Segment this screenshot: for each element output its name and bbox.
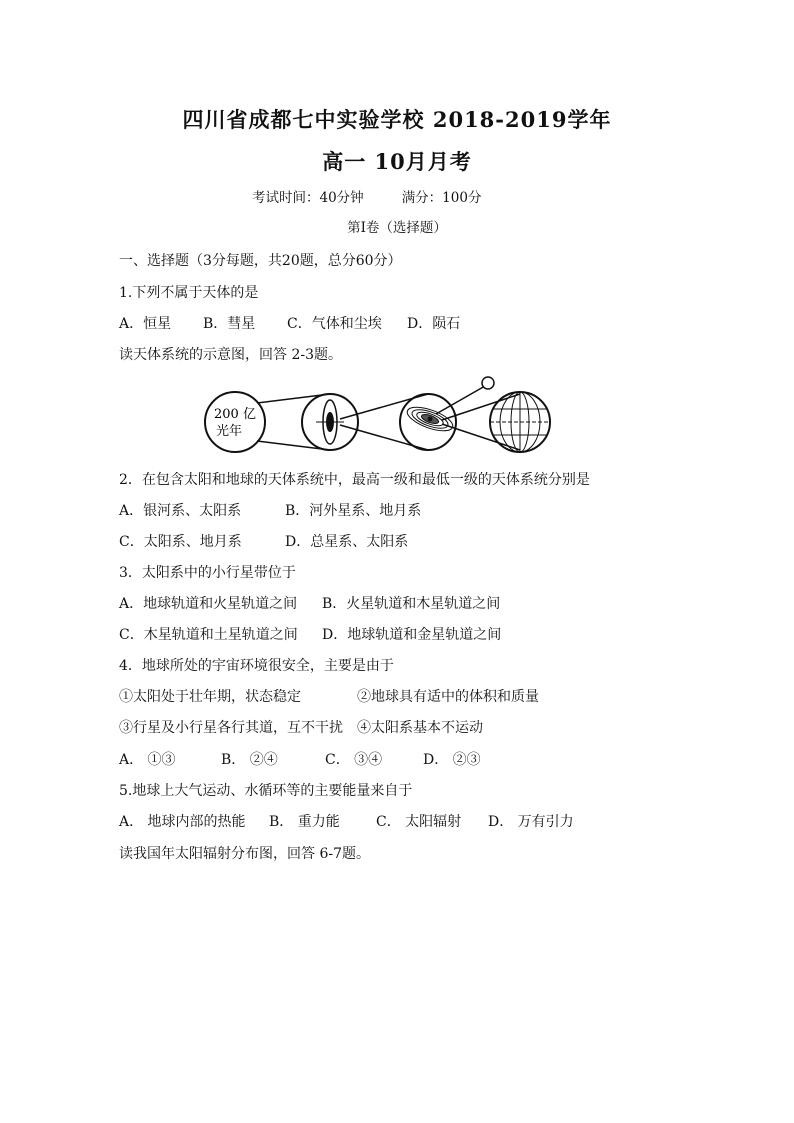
question-2-options-row1 bbox=[119, 500, 421, 520]
statement-1: ①太阳处于壮年期，状态稳定 bbox=[119, 689, 301, 705]
option-a: A． 地球内部的热能 bbox=[119, 814, 246, 830]
option-a: A．银河系、太阳系 bbox=[119, 503, 242, 519]
option-c: C．气体和尘埃 bbox=[287, 316, 382, 332]
statement-2: ②地球具有适中的体积和质量 bbox=[357, 689, 539, 705]
option-a: A． ①③ bbox=[119, 752, 176, 768]
option-c: C． 太阳辐射 bbox=[376, 814, 462, 830]
question-4-statements-row2 bbox=[119, 717, 483, 737]
question-3-stem: 3．太阳系中的小行星带位于 bbox=[119, 565, 296, 581]
option-b: B．河外星系、地月系 bbox=[285, 503, 422, 519]
statement-3: ③行星及小行星各行其道，互不干扰 bbox=[119, 720, 343, 736]
question-5-options bbox=[119, 811, 574, 831]
option-b: B． 重力能 bbox=[269, 814, 340, 830]
question-5-stem: 5.地球上大气运动、水循环等的主要能量来自于 bbox=[119, 783, 413, 799]
option-d: D．地球轨道和金星轨道之间 bbox=[322, 627, 502, 643]
universe-circle bbox=[205, 392, 265, 452]
moon-circle bbox=[482, 377, 494, 389]
question-4-stem: 4．地球所处的宇宙环境很安全，主要是由于 bbox=[119, 658, 394, 674]
option-a: A．地球轨道和火星轨道之间 bbox=[119, 596, 298, 612]
celestial-system-figure bbox=[190, 372, 580, 464]
option-d: D． ②③ bbox=[423, 752, 481, 768]
statement-4: ④太阳系基本不运动 bbox=[357, 720, 483, 736]
figure-label-line1: 200 亿 bbox=[214, 407, 256, 422]
exam-meta bbox=[252, 186, 481, 206]
question-2-options-row2 bbox=[119, 531, 408, 551]
figure-label-line2: 光年 bbox=[216, 424, 243, 439]
question-4-options bbox=[119, 749, 481, 769]
exam-subtitle: 高一 10月月考 bbox=[322, 149, 472, 174]
option-c: C． ③④ bbox=[325, 752, 383, 768]
exam-score: 满分：100分 bbox=[401, 190, 482, 206]
option-c: C．太阳系、地月系 bbox=[119, 534, 242, 550]
question-2-stem: 2．在包含太阳和地球的天体系统中，最高一级和最低一级的天体系统分别是 bbox=[119, 472, 590, 488]
question-3-options-row1 bbox=[119, 593, 500, 613]
option-c: C．木星轨道和土星轨道之间 bbox=[119, 627, 298, 643]
reading-instruction-1: 读天体系统的示意图，回答 2-3题。 bbox=[119, 347, 342, 363]
option-d: D．总星系、太阳系 bbox=[285, 534, 409, 550]
question-1-options bbox=[119, 313, 460, 333]
option-a: A．恒星 bbox=[119, 316, 172, 332]
reading-instruction-2: 读我国年太阳辐射分布图，回答 6-7题。 bbox=[119, 846, 370, 862]
exam-title: 四川省成都七中实验学校 2018-2019学年 bbox=[182, 107, 612, 132]
option-d: D． 万有引力 bbox=[488, 814, 574, 830]
question-4-statements-row1 bbox=[119, 686, 539, 706]
option-b: B． ②④ bbox=[221, 752, 278, 768]
section-heading: 第Ⅰ卷（选择题） bbox=[347, 220, 447, 236]
exam-time: 考试时间：40分钟 bbox=[252, 190, 364, 206]
option-d: D．陨石 bbox=[407, 316, 461, 332]
option-b: B．火星轨道和木星轨道之间 bbox=[322, 596, 501, 612]
question-1-stem: 1.下列不属于天体的是 bbox=[119, 285, 259, 301]
part-heading: 一、选择题（3分每题，共20题，总分60分） bbox=[119, 253, 402, 269]
question-3-options-row2 bbox=[119, 624, 501, 644]
option-b: B．彗星 bbox=[203, 316, 256, 332]
